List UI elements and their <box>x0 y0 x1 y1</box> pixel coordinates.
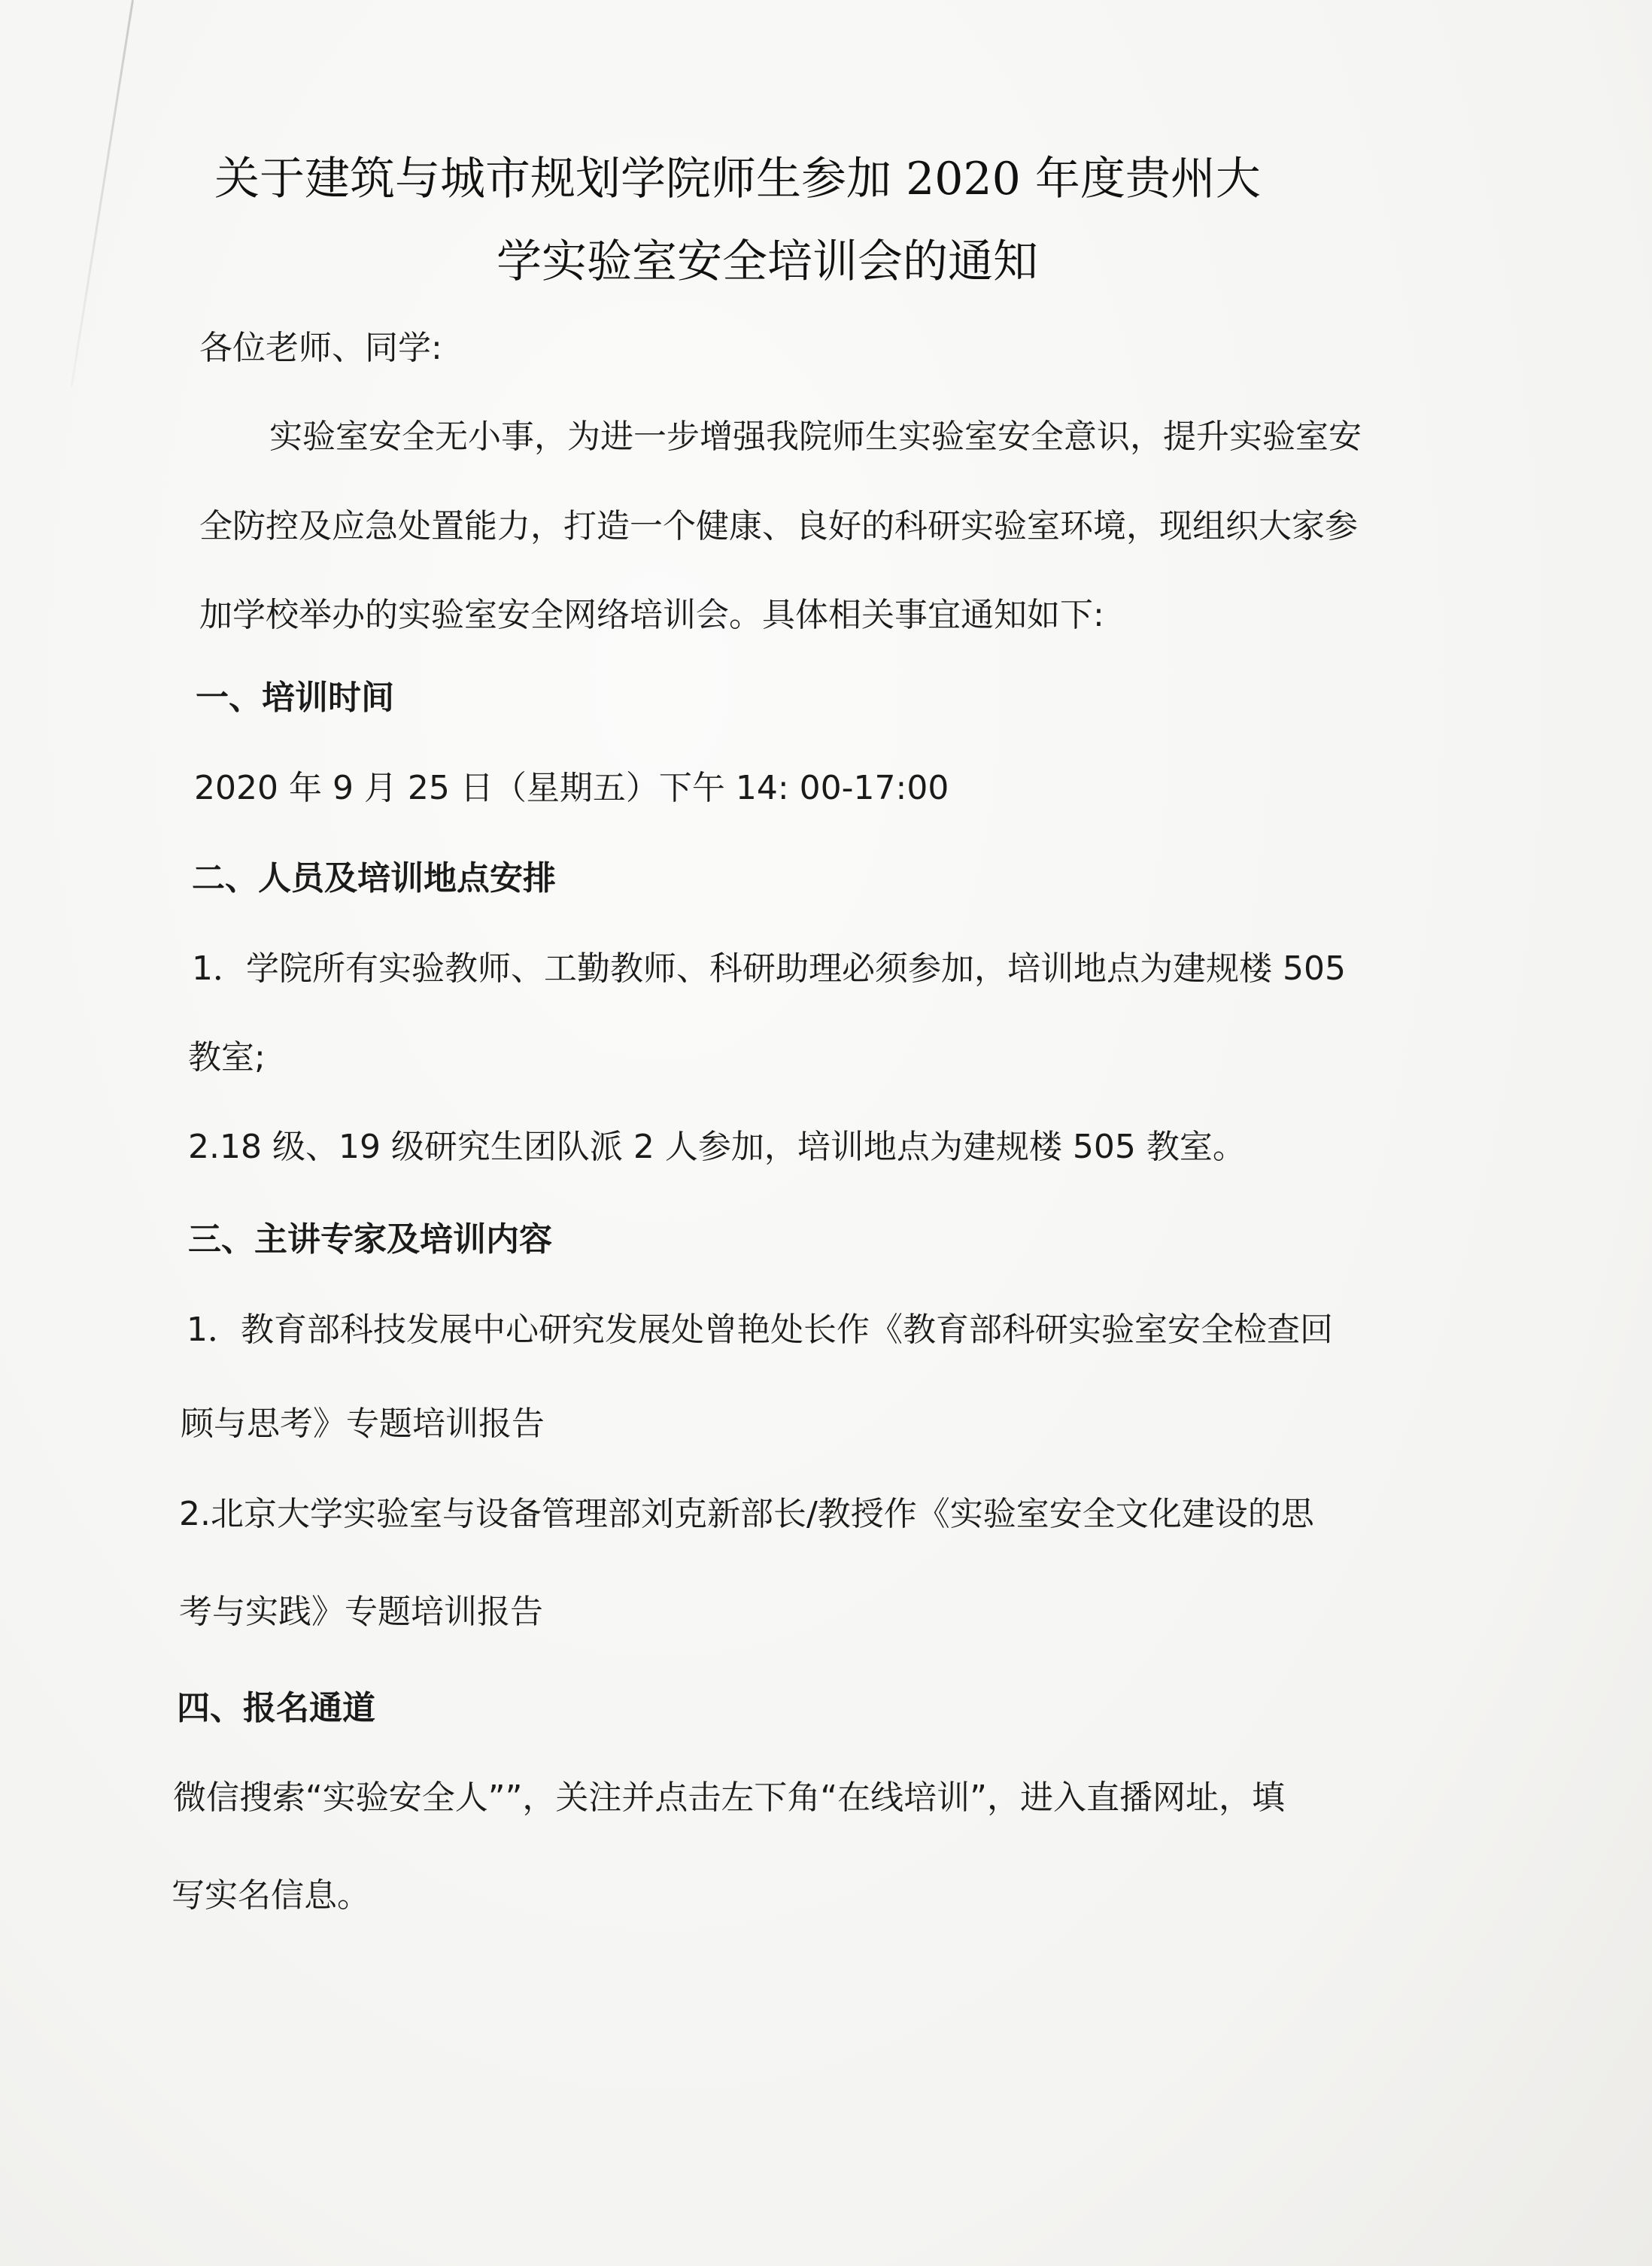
section-3-item-1-line-2: 顾与思考》专题培训报告 <box>181 1405 545 1443</box>
salutation: 各位老师、同学: <box>199 329 442 367</box>
section-2-item-1-line-2: 教室; <box>188 1038 266 1077</box>
paper-fold-line <box>71 0 134 387</box>
section-3-item-2-line-2: 考与实践》专题培训报告 <box>179 1593 543 1631</box>
section-2-item-2: 2.18 级、19 级研究生团队派 2 人参加，培训地点为建规楼 505 教室。 <box>188 1128 1246 1166</box>
intro-line-3: 加学校举办的实验室安全网络培训会。具体相关事宜通知如下: <box>199 596 1104 634</box>
section-4-text-line-2: 写实名信息。 <box>172 1876 370 1915</box>
section-4-heading: 四、报名通道 <box>177 1689 375 1727</box>
intro-line-2: 全防控及应急处置能力，打造一个健康、良好的科研实验室环境，现组织大家参 <box>199 507 1358 545</box>
document-title-line-2: 学实验室安全培训会的通知 <box>497 235 1038 288</box>
section-2-item-1-line-1: 1．学院所有实验教师、工勤教师、科研助理必须参加，培训地点为建规楼 505 <box>192 949 1346 988</box>
section-1-heading: 一、培训时间 <box>196 679 394 717</box>
document-title-line-1: 关于建筑与城市规划学院师生参加 2020 年度贵州大 <box>214 153 1261 205</box>
intro-line-1: 实验室安全无小事，为进一步增强我院师生实验室安全意识，提升实验室安 <box>269 418 1362 456</box>
section-4-text-line-1: 微信搜索“实验安全人””，关注并点击左下角“在线培训”，进入直播网址，填 <box>173 1778 1285 1817</box>
section-3-item-2-line-1: 2.北京大学实验室与设备管理部刘克新部长/教授作《实验室安全文化建设的思 <box>179 1495 1314 1533</box>
section-1-text: 2020 年 9 月 25 日（星期五）下午 14: 00-17:00 <box>194 769 949 807</box>
section-2-heading: 二、人员及培训地点安排 <box>192 859 556 898</box>
section-3-item-1-line-1: 1．教育部科技发展中心研究发展处曾艳处长作《教育部科研实验室安全检查回 <box>187 1311 1333 1349</box>
section-3-heading: 三、主讲专家及培训内容 <box>188 1220 552 1259</box>
